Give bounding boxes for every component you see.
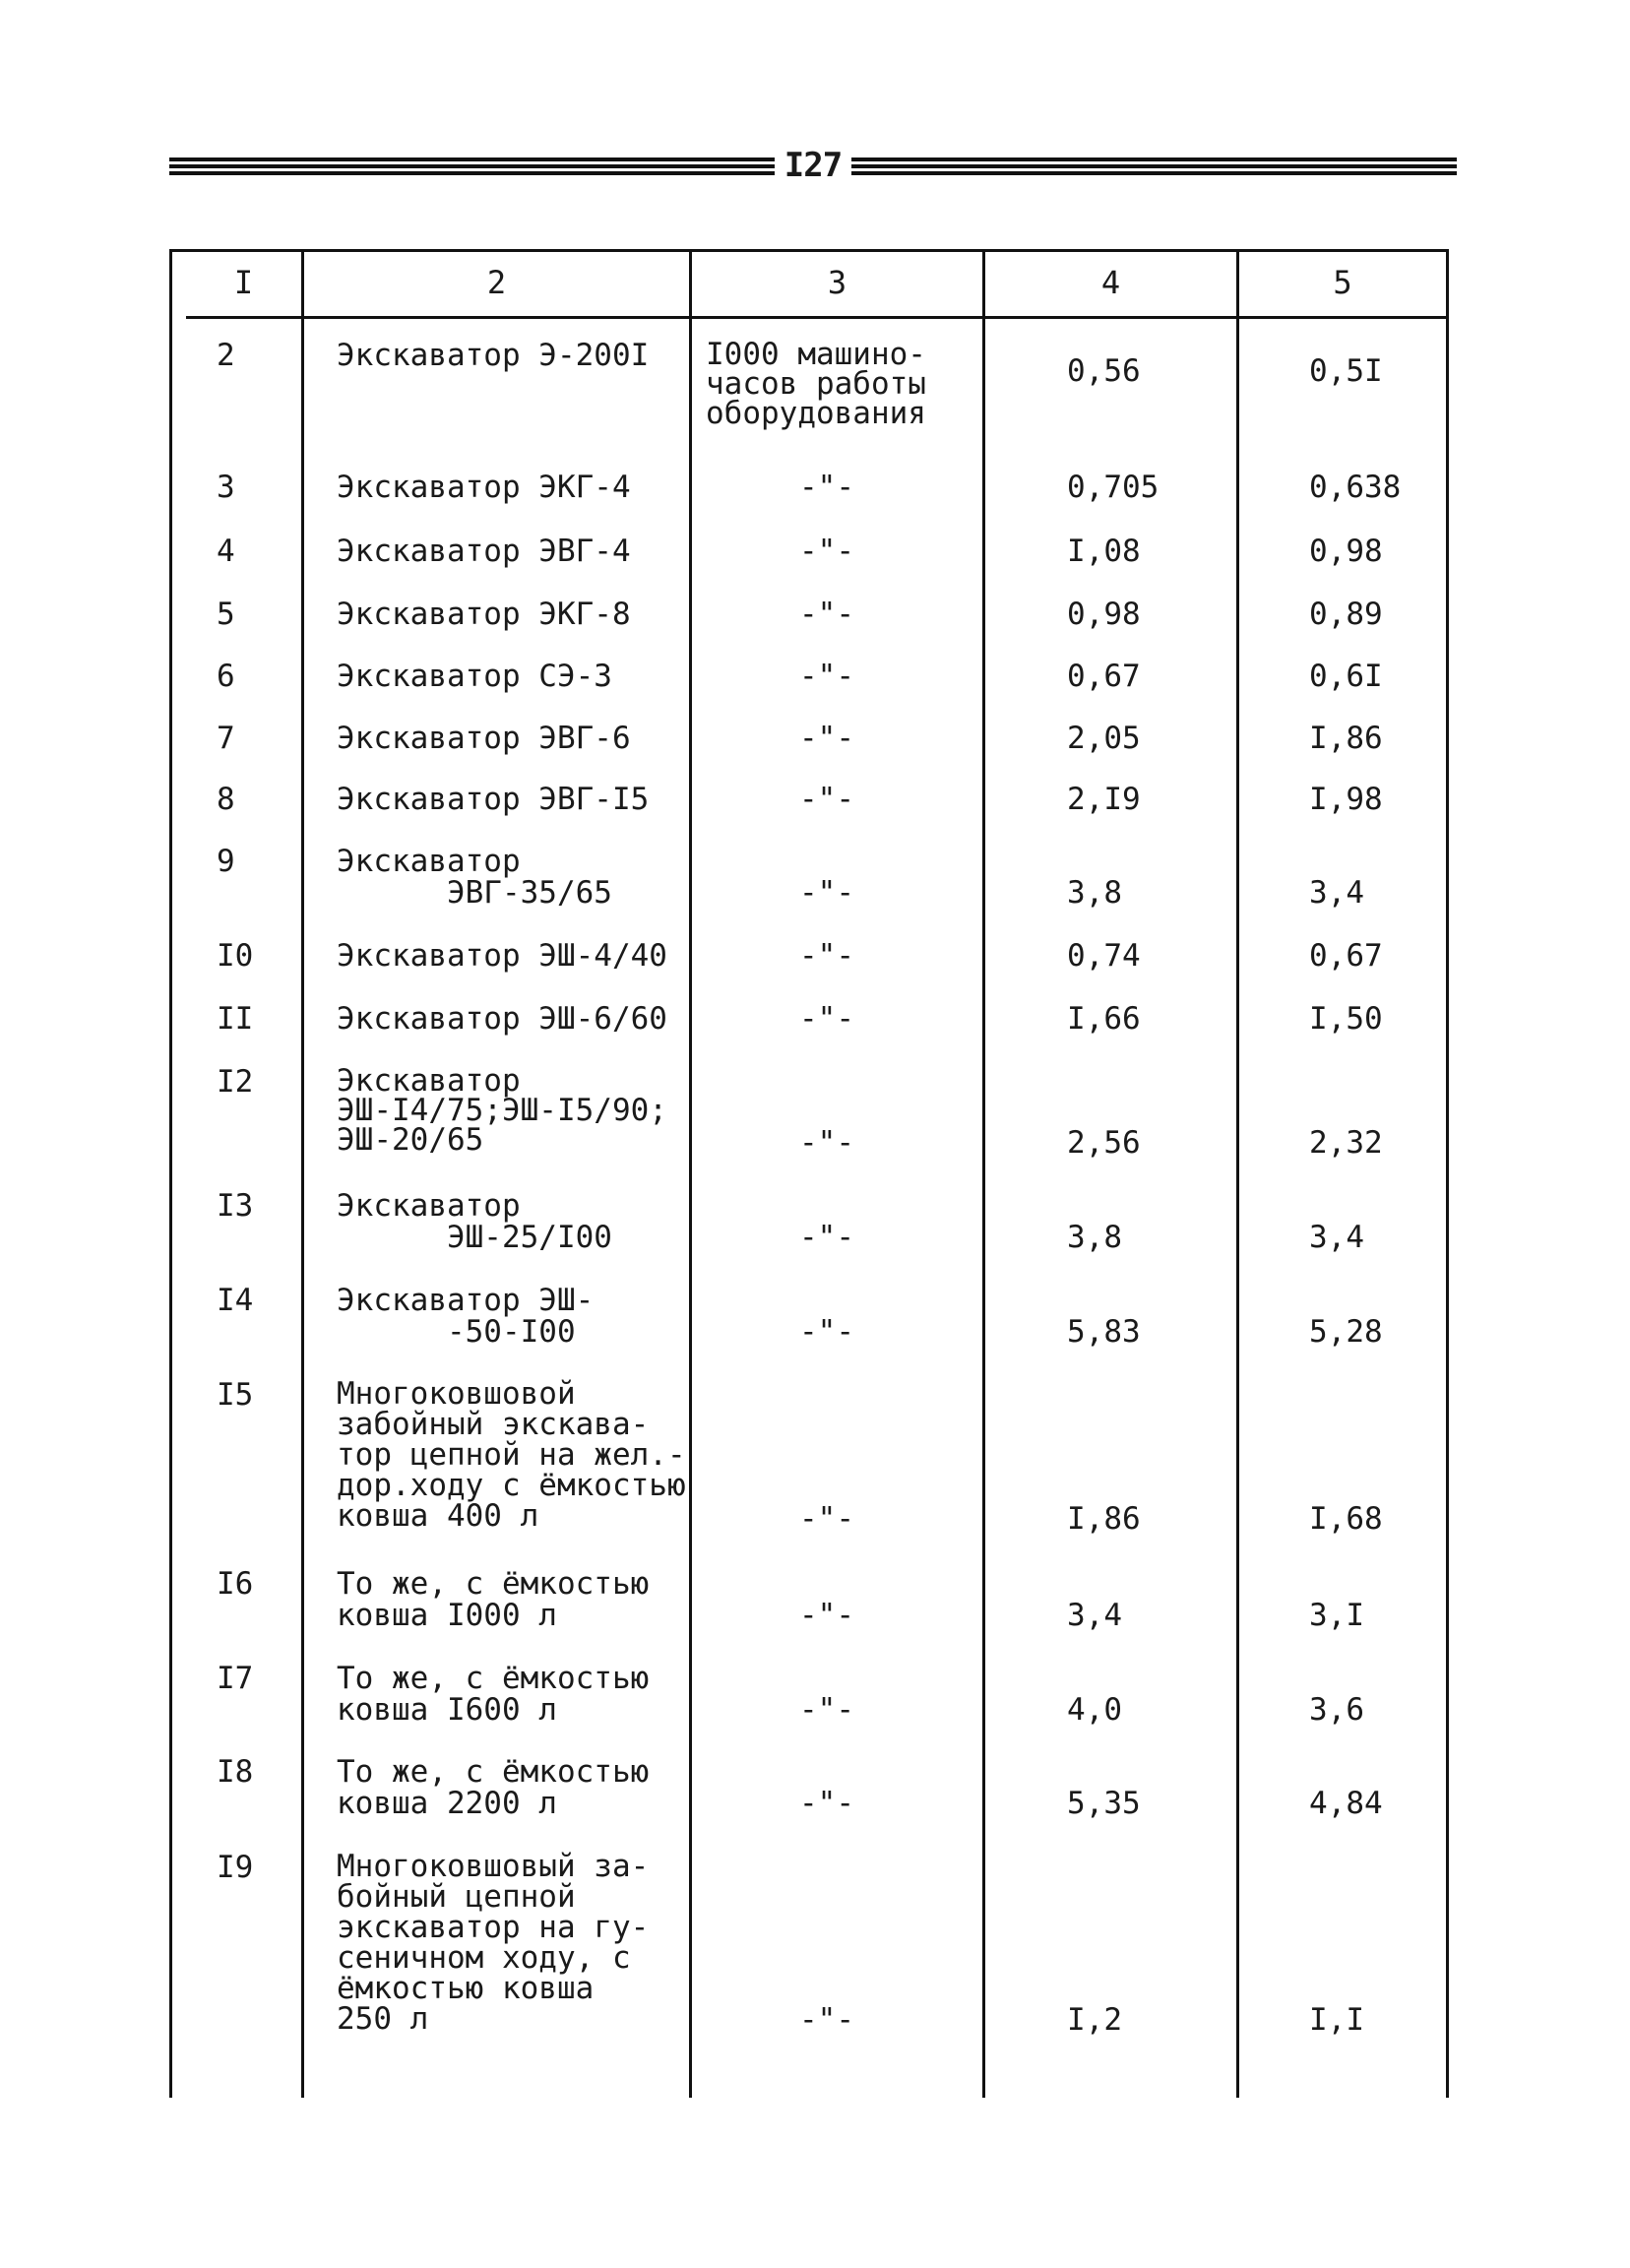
equipment-name: Многоковшовый за- бойный цепной экскаватор на гу- сеничном ходу, с ёмкостью ковша 250 л [337,1849,650,2037]
page-number: I27 [784,146,843,185]
value-col4: I,86 [1067,1501,1141,1537]
value-col5: I,I [1309,2002,1364,2038]
column-divider [689,249,692,2098]
value-col4: 3,8 [1067,875,1122,911]
unit-of-measure: -"- [799,1501,854,1537]
row-number: I0 [217,938,254,974]
equipment-name: Экскаватор ЭВГ-6 [337,721,631,756]
row-number: I9 [217,1850,254,1885]
equipment-name: Экскаватор ЭКГ-4 [337,470,631,505]
value-col4: 5,83 [1067,1314,1141,1350]
value-col5: I,86 [1309,721,1383,756]
unit-of-measure: -"- [799,1314,854,1350]
unit-of-measure: -"- [799,782,854,817]
column-header: 5 [1333,264,1352,301]
unit-of-measure: -"- [799,597,854,632]
row-number: I2 [217,1064,254,1100]
equipment-name: То же, с ёмкостью ковша I600 л [337,1661,650,1728]
row-number: 9 [217,844,235,879]
equipment-name: Экскаватор СЭ-3 [337,659,612,694]
value-col4: 2,05 [1067,721,1141,756]
column-divider [1236,249,1239,2098]
value-col5: 0,5I [1309,353,1383,389]
data-table [169,249,1449,2098]
value-col4: 2,56 [1067,1125,1141,1161]
column-header: 2 [486,264,507,301]
value-col4: I,66 [1067,1001,1141,1037]
column-divider [301,249,304,2098]
value-col4: 2,I9 [1067,782,1141,817]
value-col4: 3,8 [1067,1220,1122,1255]
value-col5: 0,638 [1309,470,1402,505]
column-divider [982,249,985,2098]
row-number: I5 [217,1377,254,1413]
unit-of-measure: -"- [799,1001,854,1037]
row-number: I4 [217,1283,254,1318]
row-number: 6 [217,659,235,694]
header-rule-right [851,158,1457,179]
equipment-name: Экскаватор ЭШ- -50-I00 [337,1283,595,1350]
unit-of-measure: -"- [799,659,854,694]
unit-of-measure: -"- [799,470,854,505]
unit-of-measure: I000 машино- часов работы оборудования [706,337,926,431]
value-col4: 0,98 [1067,597,1141,632]
header-separator [186,316,1449,319]
value-col5: 5,28 [1309,1314,1383,1350]
value-col4: I,2 [1067,2002,1122,2038]
row-number: 5 [217,597,235,632]
value-col5: 3,4 [1309,875,1364,911]
row-number: I6 [217,1566,254,1602]
equipment-name: Экскаватор ЭШ-I4/75;ЭШ-I5/90; ЭШ-20/65 [337,1063,667,1158]
column-header: 4 [1100,264,1121,301]
value-col4: 0,74 [1067,938,1141,974]
value-col5: 0,89 [1309,597,1383,632]
row-number: I3 [217,1188,254,1224]
equipment-name: Экскаватор ЭВГ-35/65 [337,844,612,911]
value-col5: 0,67 [1309,938,1383,974]
column-header: I [233,264,254,301]
value-col5: 4,84 [1309,1786,1383,1821]
value-col5: I,98 [1309,782,1383,817]
equipment-name: Экскаватор ЭШ-25/I00 [337,1188,612,1255]
value-col5: I,68 [1309,1501,1383,1537]
value-col4: 5,35 [1067,1786,1141,1821]
unit-of-measure: -"- [799,875,854,911]
unit-of-measure: -"- [799,534,854,569]
unit-of-measure: -"- [799,938,854,974]
row-number: 2 [217,338,235,373]
value-col5: 3,6 [1309,1692,1364,1728]
unit-of-measure: -"- [799,1692,854,1728]
unit-of-measure: -"- [799,1598,854,1633]
header-rule-left [169,158,775,179]
value-col5: 3,I [1309,1598,1364,1633]
value-col5: 3,4 [1309,1220,1364,1255]
value-col4: 0,67 [1067,659,1141,694]
column-divider [1446,249,1449,2098]
equipment-name: Экскаватор ЭВГ-4 [337,534,631,569]
value-col5: 2,32 [1309,1125,1383,1161]
value-col4: 0,56 [1067,353,1141,389]
equipment-name: Экскаватор ЭШ-4/40 [337,938,667,974]
equipment-name: Многоковшовой забойный экскава- тор цепной на жел.- дор.ходу с ёмкостью ковша 400 л [337,1376,686,1534]
unit-of-measure: -"- [799,1220,854,1255]
column-divider [169,249,172,2098]
value-col4: 3,4 [1067,1598,1122,1633]
row-number: 4 [217,534,235,569]
equipment-name: Экскаватор ЭШ-6/60 [337,1001,667,1037]
equipment-name: Экскаватор ЭВГ-I5 [337,782,650,817]
value-col5: 0,98 [1309,534,1383,569]
value-col4: I,08 [1067,534,1141,569]
value-col4: 0,705 [1067,470,1160,505]
equipment-name: Экскаватор Э-200I [337,338,650,373]
row-number: II [217,1001,254,1037]
row-number: I7 [217,1661,254,1696]
value-col5: I,50 [1309,1001,1383,1037]
equipment-name: То же, с ёмкостью ковша 2200 л [337,1754,650,1821]
equipment-name: То же, с ёмкостью ковша I000 л [337,1566,650,1633]
unit-of-measure: -"- [799,721,854,756]
unit-of-measure: -"- [799,2002,854,2038]
value-col5: 0,6I [1309,659,1383,694]
row-number: 7 [217,721,235,756]
unit-of-measure: -"- [799,1125,854,1161]
unit-of-measure: -"- [799,1786,854,1821]
column-header: 3 [827,264,847,301]
row-number: 8 [217,782,235,817]
value-col4: 4,0 [1067,1692,1122,1728]
equipment-name: Экскаватор ЭКГ-8 [337,597,631,632]
row-number: I8 [217,1754,254,1790]
row-number: 3 [217,470,235,505]
